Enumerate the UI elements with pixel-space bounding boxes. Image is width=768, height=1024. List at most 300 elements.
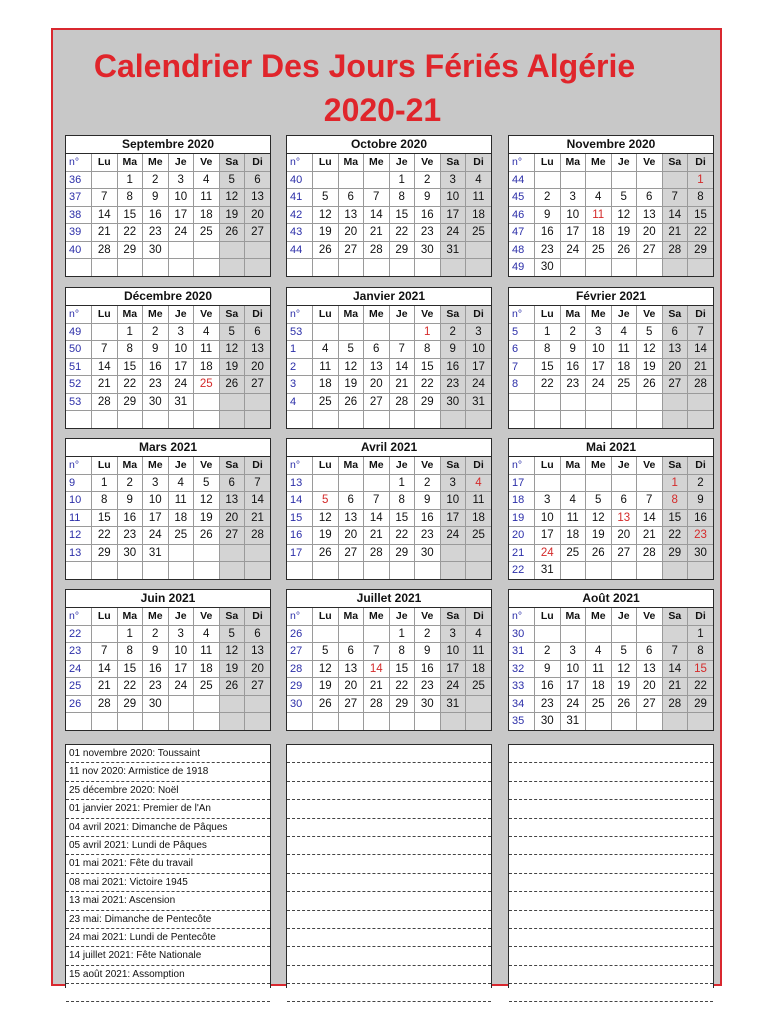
weekday-header: Ve xyxy=(194,154,220,171)
day-cell xyxy=(688,411,714,428)
day-cell xyxy=(143,259,169,276)
note-line xyxy=(509,763,713,781)
day-cell xyxy=(168,713,194,730)
day-cell: 14 xyxy=(92,660,118,678)
day-cell: 26 xyxy=(219,224,245,242)
month-name: Décembre 2020 xyxy=(66,288,270,306)
week-row xyxy=(509,544,713,562)
month-name: Octobre 2020 xyxy=(287,136,491,154)
day-cell: 27 xyxy=(245,224,271,242)
day-cell xyxy=(560,393,586,411)
day-cell xyxy=(560,171,586,189)
week-row xyxy=(509,562,713,579)
day-cell: 7 xyxy=(92,189,118,207)
day-cell: 17 xyxy=(168,660,194,678)
weekday-header: Me xyxy=(364,306,390,323)
note-line xyxy=(509,874,713,892)
day-cell: 13 xyxy=(364,358,390,376)
day-cell: 21 xyxy=(245,509,271,527)
weekday-header: Ma xyxy=(560,457,586,474)
day-cell: 6 xyxy=(662,323,688,341)
week-number: 12 xyxy=(66,527,92,545)
day-cell: 14 xyxy=(245,492,271,510)
day-cell: 2 xyxy=(688,474,714,492)
day-cell xyxy=(688,562,714,579)
day-cell: 29 xyxy=(389,695,415,713)
day-cell: 17 xyxy=(440,206,466,224)
week-number xyxy=(287,259,313,276)
day-cell xyxy=(313,474,339,492)
day-cell xyxy=(194,713,220,730)
day-cell: 17 xyxy=(466,358,492,376)
week-number: 17 xyxy=(287,544,313,562)
week-number: 10 xyxy=(66,492,92,510)
day-cell: 19 xyxy=(194,509,220,527)
weekday-header: Ma xyxy=(560,154,586,171)
day-cell: 19 xyxy=(611,224,637,242)
day-cell: 23 xyxy=(415,527,441,545)
day-cell xyxy=(662,393,688,411)
day-cell: 7 xyxy=(662,643,688,661)
day-cell: 13 xyxy=(611,509,637,527)
day-cell: 18 xyxy=(194,206,220,224)
weekday-header: Sa xyxy=(219,306,245,323)
day-cell xyxy=(364,323,390,341)
day-cell xyxy=(637,562,663,579)
month-calendar xyxy=(65,589,271,731)
weekday-header: Je xyxy=(611,608,637,625)
day-cell: 8 xyxy=(117,189,143,207)
day-cell: 2 xyxy=(535,189,561,207)
month-calendar xyxy=(65,438,271,580)
note-line xyxy=(287,966,491,984)
day-cell: 18 xyxy=(611,358,637,376)
day-cell: 10 xyxy=(466,341,492,359)
week-row xyxy=(66,544,270,562)
day-cell: 16 xyxy=(560,358,586,376)
day-cell: 5 xyxy=(313,189,339,207)
week-number-header: n° xyxy=(509,457,535,474)
day-cell: 22 xyxy=(389,678,415,696)
weekday-header: Ma xyxy=(117,154,143,171)
week-row xyxy=(287,341,491,359)
day-cell: 8 xyxy=(535,341,561,359)
day-cell xyxy=(219,695,245,713)
day-cell xyxy=(313,171,339,189)
day-cell: 22 xyxy=(688,224,714,242)
week-number: 49 xyxy=(509,259,535,276)
day-cell: 30 xyxy=(415,241,441,259)
day-cell: 31 xyxy=(440,695,466,713)
holiday-list xyxy=(65,744,271,988)
day-cell: 12 xyxy=(313,509,339,527)
week-row xyxy=(66,474,270,492)
month-calendar xyxy=(508,135,714,277)
day-cell: 9 xyxy=(415,189,441,207)
day-cell: 20 xyxy=(338,224,364,242)
week-row xyxy=(287,562,491,579)
day-cell xyxy=(535,171,561,189)
holiday-item: 25 décembre 2020: Noël xyxy=(66,782,270,800)
day-cell: 10 xyxy=(168,189,194,207)
day-cell: 10 xyxy=(560,660,586,678)
day-cell: 1 xyxy=(688,625,714,643)
day-cell xyxy=(338,474,364,492)
day-cell: 7 xyxy=(245,474,271,492)
day-cell xyxy=(586,625,612,643)
day-cell xyxy=(688,393,714,411)
day-cell: 13 xyxy=(637,206,663,224)
day-cell: 23 xyxy=(560,376,586,394)
day-cell: 2 xyxy=(560,323,586,341)
weekday-header: Me xyxy=(364,457,390,474)
day-cell: 16 xyxy=(143,206,169,224)
day-cell: 14 xyxy=(92,358,118,376)
weekday-header: Ve xyxy=(637,608,663,625)
day-cell: 26 xyxy=(611,241,637,259)
week-row xyxy=(509,358,713,376)
month-calendar xyxy=(65,135,271,277)
day-cell: 7 xyxy=(364,189,390,207)
week-row xyxy=(509,509,713,527)
week-number-header: n° xyxy=(66,154,92,171)
day-cell: 21 xyxy=(389,376,415,394)
week-row xyxy=(66,171,270,189)
weekday-header: Je xyxy=(389,154,415,171)
page-subtitle-year: 2020-21 xyxy=(323,92,442,128)
week-number: 32 xyxy=(509,660,535,678)
day-cell: 16 xyxy=(415,660,441,678)
day-cell: 21 xyxy=(92,376,118,394)
day-cell: 12 xyxy=(194,492,220,510)
week-number: 53 xyxy=(287,323,313,341)
day-cell xyxy=(245,259,271,276)
day-cell: 11 xyxy=(313,358,339,376)
weekday-header: Sa xyxy=(662,457,688,474)
day-cell: 30 xyxy=(415,544,441,562)
day-cell: 1 xyxy=(117,625,143,643)
week-number: 20 xyxy=(509,527,535,545)
note-line xyxy=(287,874,491,892)
weekday-header: Sa xyxy=(662,154,688,171)
day-cell: 27 xyxy=(637,241,663,259)
day-cell: 25 xyxy=(611,376,637,394)
holiday-item: 14 juillet 2021: Fête Nationale xyxy=(66,947,270,965)
day-cell: 12 xyxy=(611,206,637,224)
day-cell xyxy=(637,393,663,411)
day-cell: 24 xyxy=(168,678,194,696)
day-cell: 22 xyxy=(117,678,143,696)
week-number xyxy=(66,562,92,579)
day-cell: 27 xyxy=(338,544,364,562)
day-cell: 9 xyxy=(117,492,143,510)
day-cell xyxy=(364,411,390,428)
day-cell xyxy=(364,171,390,189)
day-cell: 25 xyxy=(313,393,339,411)
week-number-header: n° xyxy=(509,306,535,323)
week-number xyxy=(287,411,313,428)
note-line xyxy=(287,782,491,800)
day-cell: 23 xyxy=(440,376,466,394)
day-cell: 8 xyxy=(662,492,688,510)
week-number: 44 xyxy=(509,171,535,189)
day-cell: 13 xyxy=(245,189,271,207)
day-cell xyxy=(389,259,415,276)
day-cell xyxy=(194,411,220,428)
day-cell: 26 xyxy=(194,527,220,545)
day-cell: 27 xyxy=(338,695,364,713)
day-cell xyxy=(611,625,637,643)
day-cell: 8 xyxy=(389,492,415,510)
day-cell xyxy=(662,411,688,428)
day-cell: 23 xyxy=(415,678,441,696)
day-cell: 1 xyxy=(389,171,415,189)
day-cell xyxy=(586,259,612,276)
day-cell xyxy=(245,393,271,411)
day-cell: 5 xyxy=(313,492,339,510)
day-cell xyxy=(219,544,245,562)
note-line xyxy=(287,819,491,837)
week-row xyxy=(66,625,270,643)
week-number-header: n° xyxy=(287,457,313,474)
month-name: Février 2021 xyxy=(509,288,713,306)
day-cell: 7 xyxy=(92,341,118,359)
day-cell xyxy=(662,713,688,730)
day-cell: 21 xyxy=(662,224,688,242)
week-row xyxy=(287,660,491,678)
day-cell: 25 xyxy=(194,376,220,394)
week-number: 26 xyxy=(287,625,313,643)
day-cell xyxy=(466,695,492,713)
day-cell: 16 xyxy=(415,206,441,224)
weekday-header: Sa xyxy=(219,457,245,474)
week-row xyxy=(509,625,713,643)
day-cell: 20 xyxy=(637,678,663,696)
week-row xyxy=(509,492,713,510)
day-cell: 29 xyxy=(117,241,143,259)
day-cell xyxy=(389,562,415,579)
note-line xyxy=(509,855,713,873)
week-row xyxy=(287,678,491,696)
week-row xyxy=(509,660,713,678)
weekday-header: Me xyxy=(364,154,390,171)
day-cell: 15 xyxy=(688,660,714,678)
week-row xyxy=(66,224,270,242)
weekday-header: Sa xyxy=(662,306,688,323)
day-cell: 13 xyxy=(637,660,663,678)
day-cell xyxy=(466,544,492,562)
day-cell: 15 xyxy=(117,358,143,376)
day-cell: 19 xyxy=(219,660,245,678)
day-cell xyxy=(92,411,118,428)
week-number: 42 xyxy=(287,206,313,224)
day-cell: 3 xyxy=(168,323,194,341)
day-cell: 3 xyxy=(440,474,466,492)
month-name: Juillet 2021 xyxy=(287,590,491,608)
day-cell xyxy=(662,562,688,579)
weekday-header: Me xyxy=(143,154,169,171)
day-cell: 3 xyxy=(143,474,169,492)
day-cell xyxy=(611,562,637,579)
day-cell: 17 xyxy=(560,224,586,242)
day-cell: 11 xyxy=(466,643,492,661)
day-cell: 6 xyxy=(219,474,245,492)
day-cell: 28 xyxy=(245,527,271,545)
day-cell: 24 xyxy=(168,224,194,242)
week-row xyxy=(287,643,491,661)
day-cell: 19 xyxy=(637,358,663,376)
day-cell: 6 xyxy=(338,492,364,510)
day-cell: 30 xyxy=(535,259,561,276)
day-cell: 25 xyxy=(466,527,492,545)
day-cell: 27 xyxy=(611,544,637,562)
day-cell: 25 xyxy=(168,527,194,545)
day-cell: 12 xyxy=(219,643,245,661)
day-cell: 27 xyxy=(245,376,271,394)
week-number: 47 xyxy=(509,224,535,242)
week-row xyxy=(287,695,491,713)
day-cell: 30 xyxy=(535,713,561,730)
week-number xyxy=(287,713,313,730)
day-cell: 30 xyxy=(415,695,441,713)
week-number: 41 xyxy=(287,189,313,207)
day-cell xyxy=(245,562,271,579)
day-cell: 4 xyxy=(466,625,492,643)
holiday-item: 01 janvier 2021: Premier de l'An xyxy=(66,800,270,818)
day-cell: 21 xyxy=(688,358,714,376)
day-cell: 10 xyxy=(440,189,466,207)
day-cell: 26 xyxy=(586,544,612,562)
day-cell: 11 xyxy=(466,189,492,207)
day-cell: 18 xyxy=(194,660,220,678)
week-row xyxy=(66,341,270,359)
day-cell: 13 xyxy=(338,206,364,224)
day-cell: 7 xyxy=(637,492,663,510)
week-row xyxy=(287,323,491,341)
week-number: 50 xyxy=(66,341,92,359)
day-cell: 4 xyxy=(586,189,612,207)
day-cell: 8 xyxy=(415,341,441,359)
day-cell: 12 xyxy=(611,660,637,678)
week-row xyxy=(509,713,713,730)
week-row xyxy=(287,358,491,376)
day-cell: 13 xyxy=(245,643,271,661)
week-row xyxy=(287,625,491,643)
day-cell xyxy=(338,562,364,579)
day-cell: 27 xyxy=(338,241,364,259)
day-cell: 20 xyxy=(338,527,364,545)
weekday-header: Me xyxy=(143,457,169,474)
day-cell: 1 xyxy=(389,625,415,643)
day-cell xyxy=(637,411,663,428)
month-name: Mai 2021 xyxy=(509,439,713,457)
note-line xyxy=(287,892,491,910)
weekday-header: Me xyxy=(364,608,390,625)
day-cell: 26 xyxy=(313,695,339,713)
day-cell: 9 xyxy=(143,341,169,359)
day-cell: 5 xyxy=(313,643,339,661)
week-number-header: n° xyxy=(509,154,535,171)
week-number: 11 xyxy=(66,509,92,527)
day-cell: 6 xyxy=(637,189,663,207)
day-cell: 10 xyxy=(586,341,612,359)
week-row xyxy=(287,474,491,492)
day-cell xyxy=(168,544,194,562)
day-cell: 9 xyxy=(560,341,586,359)
day-cell: 15 xyxy=(389,660,415,678)
day-cell xyxy=(662,259,688,276)
week-row xyxy=(509,393,713,411)
week-number-header: n° xyxy=(66,306,92,323)
week-row xyxy=(509,189,713,207)
day-cell xyxy=(143,411,169,428)
week-number: 35 xyxy=(509,713,535,730)
day-cell: 21 xyxy=(92,224,118,242)
day-cell: 16 xyxy=(143,660,169,678)
day-cell: 28 xyxy=(364,544,390,562)
week-number: 34 xyxy=(509,695,535,713)
holiday-item: 08 mai 2021: Victoire 1945 xyxy=(66,874,270,892)
day-cell: 21 xyxy=(364,224,390,242)
week-number: 21 xyxy=(509,544,535,562)
day-cell xyxy=(92,713,118,730)
day-cell: 18 xyxy=(466,206,492,224)
week-number xyxy=(66,259,92,276)
day-cell: 14 xyxy=(389,358,415,376)
day-cell xyxy=(389,411,415,428)
day-cell: 16 xyxy=(535,224,561,242)
day-cell xyxy=(662,625,688,643)
weekday-header: Me xyxy=(586,154,612,171)
day-cell: 3 xyxy=(440,625,466,643)
day-cell xyxy=(637,171,663,189)
week-number-header: n° xyxy=(66,608,92,625)
day-cell xyxy=(92,562,118,579)
note-line xyxy=(287,984,491,1002)
day-cell: 30 xyxy=(440,393,466,411)
holiday-item: 13 mai 2021: Ascension xyxy=(66,892,270,910)
weekday-header: Me xyxy=(586,457,612,474)
day-cell: 1 xyxy=(415,323,441,341)
week-number: 27 xyxy=(287,643,313,661)
day-cell: 11 xyxy=(466,492,492,510)
day-cell xyxy=(466,259,492,276)
day-cell: 9 xyxy=(143,643,169,661)
day-cell: 31 xyxy=(168,393,194,411)
week-number: 18 xyxy=(509,492,535,510)
day-cell xyxy=(466,411,492,428)
day-cell: 18 xyxy=(560,527,586,545)
day-cell: 27 xyxy=(662,376,688,394)
weekday-header: Ma xyxy=(338,154,364,171)
day-cell: 4 xyxy=(611,323,637,341)
day-cell: 28 xyxy=(688,376,714,394)
week-number: 43 xyxy=(287,224,313,242)
weekday-header: Lu xyxy=(92,306,118,323)
day-cell: 18 xyxy=(313,376,339,394)
weekday-header: Ve xyxy=(415,306,441,323)
weekday-header: Ve xyxy=(637,154,663,171)
day-cell: 12 xyxy=(338,358,364,376)
week-number: 26 xyxy=(66,695,92,713)
day-cell: 16 xyxy=(143,358,169,376)
day-cell: 31 xyxy=(535,562,561,579)
week-number: 2 xyxy=(287,358,313,376)
week-number: 45 xyxy=(509,189,535,207)
day-cell xyxy=(688,259,714,276)
day-cell: 24 xyxy=(466,376,492,394)
day-cell: 29 xyxy=(117,393,143,411)
